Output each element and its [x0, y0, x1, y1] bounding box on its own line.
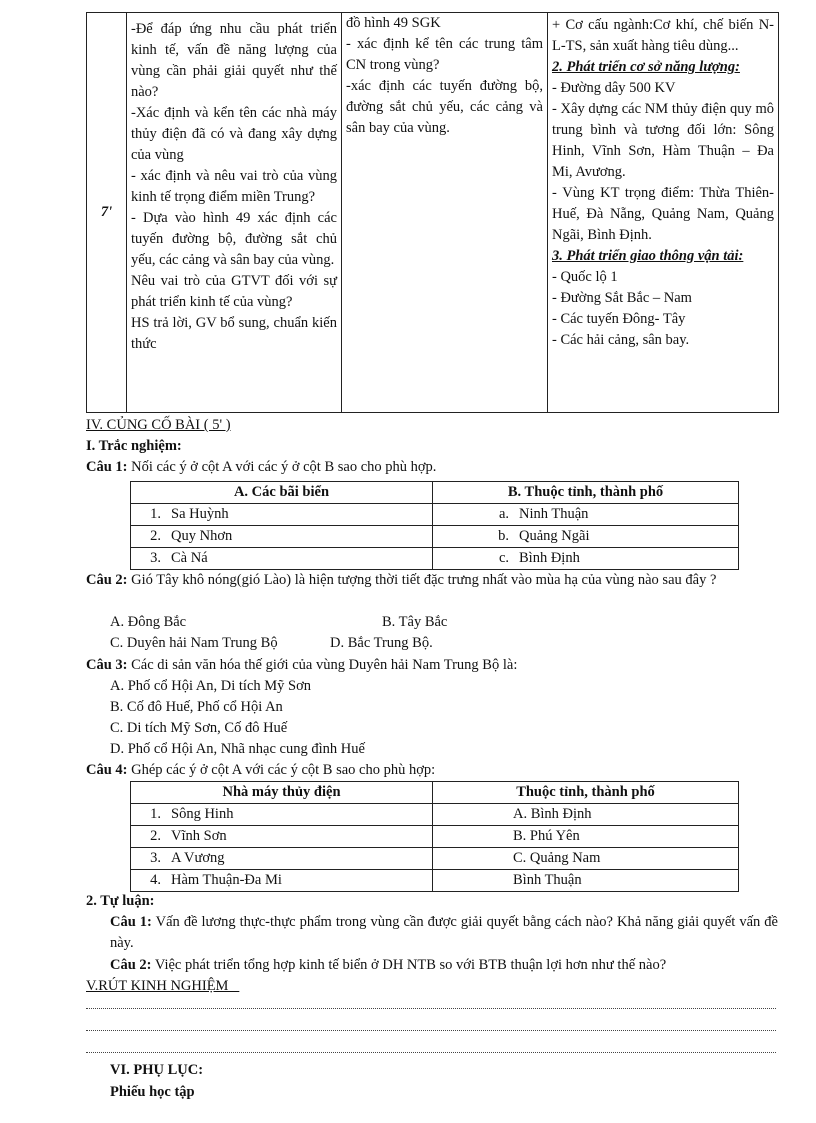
activity-text: - Dựa vào hình 49 xác định các tuyến đường bộ, đường sắt chủ yếu, các cảng và sân bay của vùng.: [131, 210, 337, 268]
q3-text: Các di sản văn hóa thế giới của vùng Duyên hải Nam Trung Bộ là:: [127, 657, 518, 673]
q1-label: Câu 1:: [86, 459, 128, 475]
q1-text: Nối các ý ở cột A với các ý ở cột B sao cho phù hợp.: [127, 459, 437, 475]
dotted-line: [86, 1008, 776, 1009]
section-vi-heading: VI. PHỤ LỤC:: [110, 1062, 204, 1078]
activity-text: Nêu vai trò của GTVT đối với sự phát triển kinh tế của vùng?: [131, 273, 337, 310]
essay-q2-text: Việc phát triển tổng hợp kinh tế biển ở DH NTB so với BTB thuận lợi hơn như thế nào?: [151, 957, 667, 973]
q2-option-c: C. Duyên hải Nam Trung Bộ: [110, 635, 278, 651]
activity-text: đồ hình 49 SGK: [346, 15, 441, 31]
essay-q1-label: Câu 1:: [110, 914, 152, 930]
plant-name: Sông Hinh: [171, 806, 234, 822]
q3-option-d: D. Phố cổ Hội An, Nhã nhạc cung đình Huế: [110, 741, 365, 757]
q2-option-a: A. Đông Bắc: [110, 614, 187, 630]
q4-header-a: Nhà máy thủy điện: [131, 782, 433, 804]
q2-option-d: D. Bắc Trung Bộ.: [330, 635, 433, 651]
content-text: - Vùng KT trọng điểm: Thừa Thiên-Huế, Đà Nẵng, Quảng Nam, Quảng Ngãi, Bình Định.: [552, 185, 774, 243]
q4-line: [86, 760, 435, 781]
province-name: Quảng Ngãi: [519, 528, 590, 544]
q1-header-b: B. Thuộc tỉnh, thành phố: [433, 482, 739, 504]
essay-q1: [110, 912, 778, 954]
table-row: [131, 848, 739, 870]
row-letter: c.: [498, 550, 509, 566]
q4-label: Câu 4:: [86, 762, 128, 778]
content-text: - Đường Sắt Bắc – Nam: [552, 290, 692, 306]
q3-option-c: C. Di tích Mỹ Sơn, Cố đô Huế: [110, 720, 288, 736]
q1-header-a: A. Các bãi biển: [131, 482, 433, 504]
content-text: + Cơ cấu ngành:Cơ khí, chế biến N-L-TS, sản xuất hàng tiêu dùng...: [552, 17, 774, 54]
essay-q2-label: Câu 2:: [110, 957, 152, 973]
province-name: B. Phú Yên: [513, 828, 580, 844]
row-number: 3.: [150, 550, 161, 566]
content-heading: 3. Phát triển giao thông vận tải:: [552, 248, 744, 264]
q3-label: Câu 3:: [86, 657, 128, 673]
teacher-activity-cell: [127, 13, 342, 413]
province-name: C. Quảng Nam: [513, 850, 601, 866]
activity-text: - xác định kể tên các trung tâm CN trong vùng?: [346, 36, 543, 73]
lesson-table: [86, 12, 779, 413]
plant-name: A Vương: [171, 850, 225, 866]
row-number: 2.: [150, 828, 161, 844]
table-row: [131, 826, 739, 848]
q3-option-b: B. Cố đô Huế, Phố cổ Hội An: [110, 699, 283, 715]
student-activity-cell: [342, 13, 548, 413]
q2-text: Gió Tây khô nóng(gió Lào) là hiện tượng thời tiết đặc trưng nhất vào mùa hạ của vùng nào sau đây ?: [127, 572, 717, 588]
essay-q1-text: Vấn đề lương thực-thực phẩm trong vùng cần được giải quyết bằng cách nào? Khả năng giải quyết vấn đề này.: [110, 914, 778, 951]
section-iv-heading: IV. CỦNG CỐ BÀI ( 5' ): [86, 417, 231, 433]
row-number: 1.: [150, 506, 161, 522]
content-text: - Đường dây 500 KV: [552, 80, 676, 96]
activity-text: -Xác định và kển tên các nhà máy thủy điện đã có và đang xây dựng của vùng: [131, 105, 337, 163]
row-letter: b.: [498, 528, 509, 544]
dotted-line: [86, 1052, 776, 1053]
dotted-line: [86, 1030, 776, 1031]
time-cell: 7': [87, 13, 127, 413]
activity-text: - xác định và nêu vai trò của vùng kinh tế trọng điểm miền Trung?: [131, 168, 337, 205]
table-row: [131, 526, 739, 548]
activity-text: HS trả lời, GV bổ sung, chuẩn kiến thức: [131, 315, 337, 352]
province-name: A. Bình Định: [513, 806, 592, 822]
province-name: Ninh Thuận: [519, 506, 589, 522]
q4-text: Ghép các ý ở cột A với các ý cột B sao cho phù hợp:: [127, 762, 436, 778]
province-name: Bình Thuận: [513, 872, 582, 888]
q4-header-b: Thuộc tỉnh, thành phố: [433, 782, 739, 804]
beach-name: Sa Huỳnh: [171, 506, 229, 522]
table-row: [131, 804, 739, 826]
table-row: [131, 870, 739, 892]
row-number: 4.: [150, 872, 161, 888]
row-number: 3.: [150, 850, 161, 866]
q2-label: Câu 2:: [86, 572, 128, 588]
row-number: 2.: [150, 528, 161, 544]
content-text: - Xây dựng các NM thủy điện quy mô trung bình và tương đối lớn: Sông Hinh, Vĩnh Sơn, Hàm Thuận – Đa Mi, Avương.: [552, 101, 774, 180]
q1-line: [86, 457, 436, 478]
content-text: - Các hải cảng, sân bay.: [552, 332, 690, 348]
part1-title: I. Trắc nghiệm:: [86, 438, 182, 454]
table-row: [131, 548, 739, 570]
q4-table: [130, 781, 739, 892]
beach-name: Cà Ná: [171, 550, 208, 566]
content-text: - Các tuyến Đông- Tây: [552, 311, 686, 327]
q3-option-a: A. Phố cổ Hội An, Di tích Mỹ Sơn: [110, 678, 312, 694]
q3-line: [86, 655, 517, 676]
table-row: [131, 504, 739, 526]
section-v-heading: V.RÚT KINH NGHIỆM: [86, 978, 240, 994]
activity-text: -xác định các tuyến đường bộ, đường sắt chủ yếu, các cảng và sân bay của vùng.: [346, 78, 543, 136]
content-text: - Quốc lộ 1: [552, 269, 618, 285]
beach-name: Quy Nhơn: [171, 528, 233, 544]
province-name: Bình Định: [519, 550, 580, 566]
content-cell: [548, 13, 779, 413]
row-letter: a.: [498, 506, 509, 522]
plant-name: Vĩnh Sơn: [171, 828, 227, 844]
essay-q2: [110, 955, 778, 976]
row-number: 1.: [150, 806, 161, 822]
q1-table: [130, 481, 739, 570]
q2-line: [86, 570, 778, 591]
plant-name: Hàm Thuận-Đa Mi: [171, 872, 282, 888]
part2-title: 2. Tự luận:: [86, 893, 155, 909]
worksheet-title: Phiếu học tập: [110, 1084, 195, 1100]
q2-option-b: B. Tây Bắc: [382, 614, 448, 630]
content-heading: 2. Phát triển cơ sở năng lượng:: [552, 59, 740, 75]
activity-text: -Để đáp ứng nhu cầu phát triển kinh tế, vấn đề năng lượng của vùng cần phải giải quyết như thế nào?: [131, 21, 337, 100]
